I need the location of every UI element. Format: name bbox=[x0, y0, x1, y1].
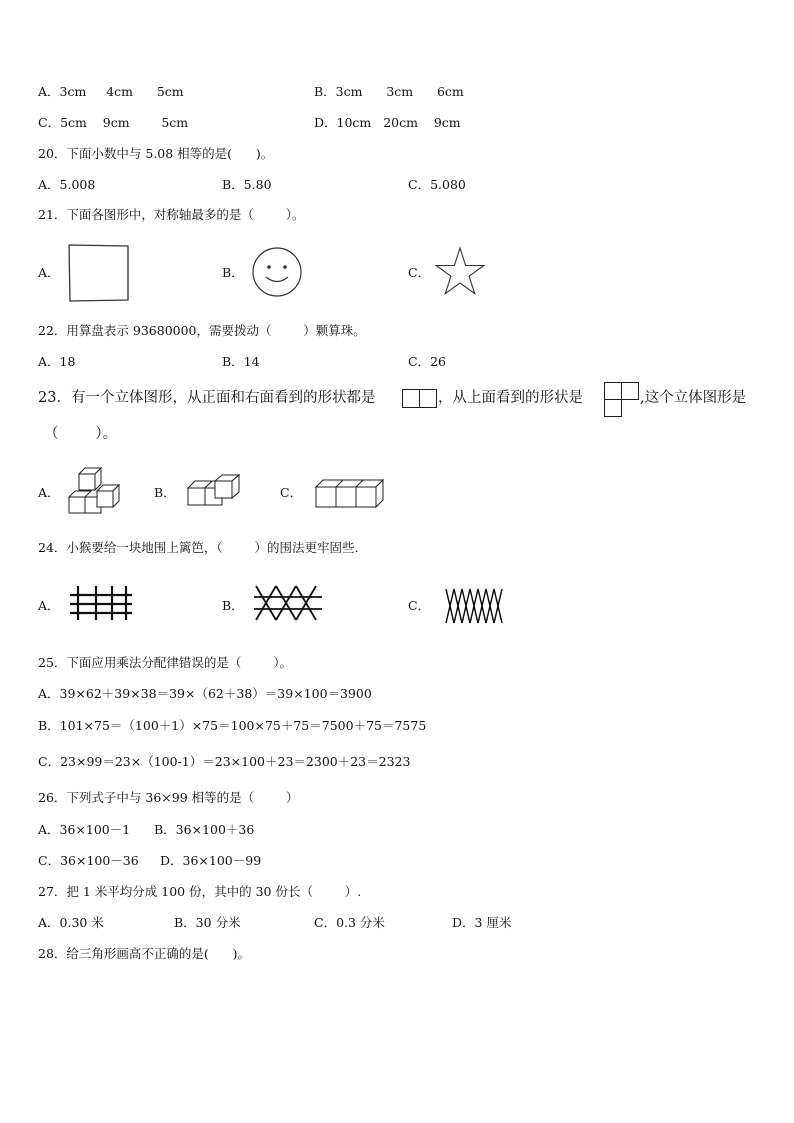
q27-option-a[interactable]: A．0.30 米 bbox=[38, 915, 104, 930]
two-squares-view-icon bbox=[402, 389, 438, 409]
q23-stem-line2: （ ）。 bbox=[44, 426, 118, 442]
q26-stem: 26．下列式子中与 36×99 相等的是（ ） bbox=[38, 790, 299, 805]
square-figure-icon bbox=[66, 243, 130, 303]
q27-stem: 27．把 1 米平均分成 100 份，其中的 30 份长（ ）. bbox=[38, 884, 362, 899]
q21-stem: 21．下面各图形中，对称轴最多的是（ ）。 bbox=[38, 207, 305, 222]
q24-stem: 24．小猴要给一块地围上篱笆，（ ）的围法更牢固些. bbox=[38, 540, 359, 555]
q23-stem-part3: ,这个立体图形是 bbox=[640, 390, 747, 406]
q20-option-c[interactable]: C．5.080 bbox=[408, 177, 466, 192]
q25-stem: 25．下面应用乘法分配律错误的是（ ）。 bbox=[38, 655, 292, 670]
q26-option-c[interactable]: C．36×100－36 bbox=[38, 853, 139, 868]
q25-option-b[interactable]: B．101×75＝（100＋1）×75＝100×75＋75＝7500＋75＝7575 bbox=[38, 718, 427, 733]
q24-option-c[interactable]: C． bbox=[408, 598, 431, 613]
q23-option-a[interactable]: A． bbox=[38, 485, 60, 500]
q24-option-b[interactable]: B． bbox=[222, 598, 244, 613]
q19-option-c[interactable]: C．5cm 9cm 5cm bbox=[38, 115, 189, 130]
five-point-star-icon bbox=[434, 246, 486, 298]
q23-option-c[interactable]: C． bbox=[280, 485, 303, 500]
q26-option-b[interactable]: B．36×100＋36 bbox=[154, 822, 255, 837]
q25-option-a[interactable]: A．39×62＋39×38＝39×（62＋38）＝39×100＝3900 bbox=[38, 686, 372, 701]
cube-stack-b-icon bbox=[186, 476, 242, 510]
q26-option-d[interactable]: D．36×100－99 bbox=[160, 853, 262, 868]
fence-cross-hatch-icon bbox=[254, 585, 324, 621]
q27-option-b[interactable]: B．30 分米 bbox=[174, 915, 241, 930]
q24-option-a[interactable]: A． bbox=[38, 598, 60, 613]
q27-option-c[interactable]: C．0.3 分米 bbox=[314, 915, 385, 930]
smiley-face-icon bbox=[251, 246, 303, 298]
q21-option-b[interactable]: B． bbox=[222, 265, 244, 280]
q20-stem: 20．下面小数中与 5.08 相等的是( )。 bbox=[38, 146, 274, 161]
q22-stem: 22．用算盘表示 93680000，需要拨动（ ）颗算珠。 bbox=[38, 323, 366, 338]
q23-stem-part1: 23．有一个立体图形，从正面和右面看到的形状都是 bbox=[38, 390, 376, 406]
q23-option-b[interactable]: B． bbox=[154, 485, 176, 500]
q19-option-d[interactable]: D．10cm 20cm 9cm bbox=[314, 115, 461, 130]
q21-option-c[interactable]: C． bbox=[408, 265, 431, 280]
fence-grid-icon bbox=[70, 585, 132, 621]
q19-option-a[interactable]: A．3cm 4cm 5cm bbox=[38, 84, 184, 99]
q26-option-a[interactable]: A．36×100－1 bbox=[38, 822, 131, 837]
cube-stack-a-icon bbox=[66, 466, 122, 516]
q23-stem-part2: ，从上面看到的形状是 bbox=[438, 390, 583, 406]
q22-option-b[interactable]: B．14 bbox=[222, 354, 260, 369]
q25-option-c[interactable]: C．23×99＝23×（100-1）＝23×100＋23＝2300＋23＝2323 bbox=[38, 754, 411, 769]
q19-option-b[interactable]: B．3cm 3cm 6cm bbox=[314, 84, 464, 99]
q21-option-a[interactable]: A． bbox=[38, 265, 60, 280]
q22-option-a[interactable]: A．18 bbox=[38, 354, 76, 369]
l-shape-top-view-icon bbox=[604, 382, 640, 418]
q22-option-c[interactable]: C．26 bbox=[408, 354, 446, 369]
q27-option-d[interactable]: D．3 厘米 bbox=[452, 915, 512, 930]
cube-row-c-icon bbox=[314, 477, 384, 511]
fence-zigzag-icon bbox=[444, 587, 506, 627]
q20-option-b[interactable]: B．5.80 bbox=[222, 177, 272, 192]
q28-stem: 28．给三角形画高不正确的是( )。 bbox=[38, 946, 251, 961]
q20-option-a[interactable]: A．5.008 bbox=[38, 177, 96, 192]
